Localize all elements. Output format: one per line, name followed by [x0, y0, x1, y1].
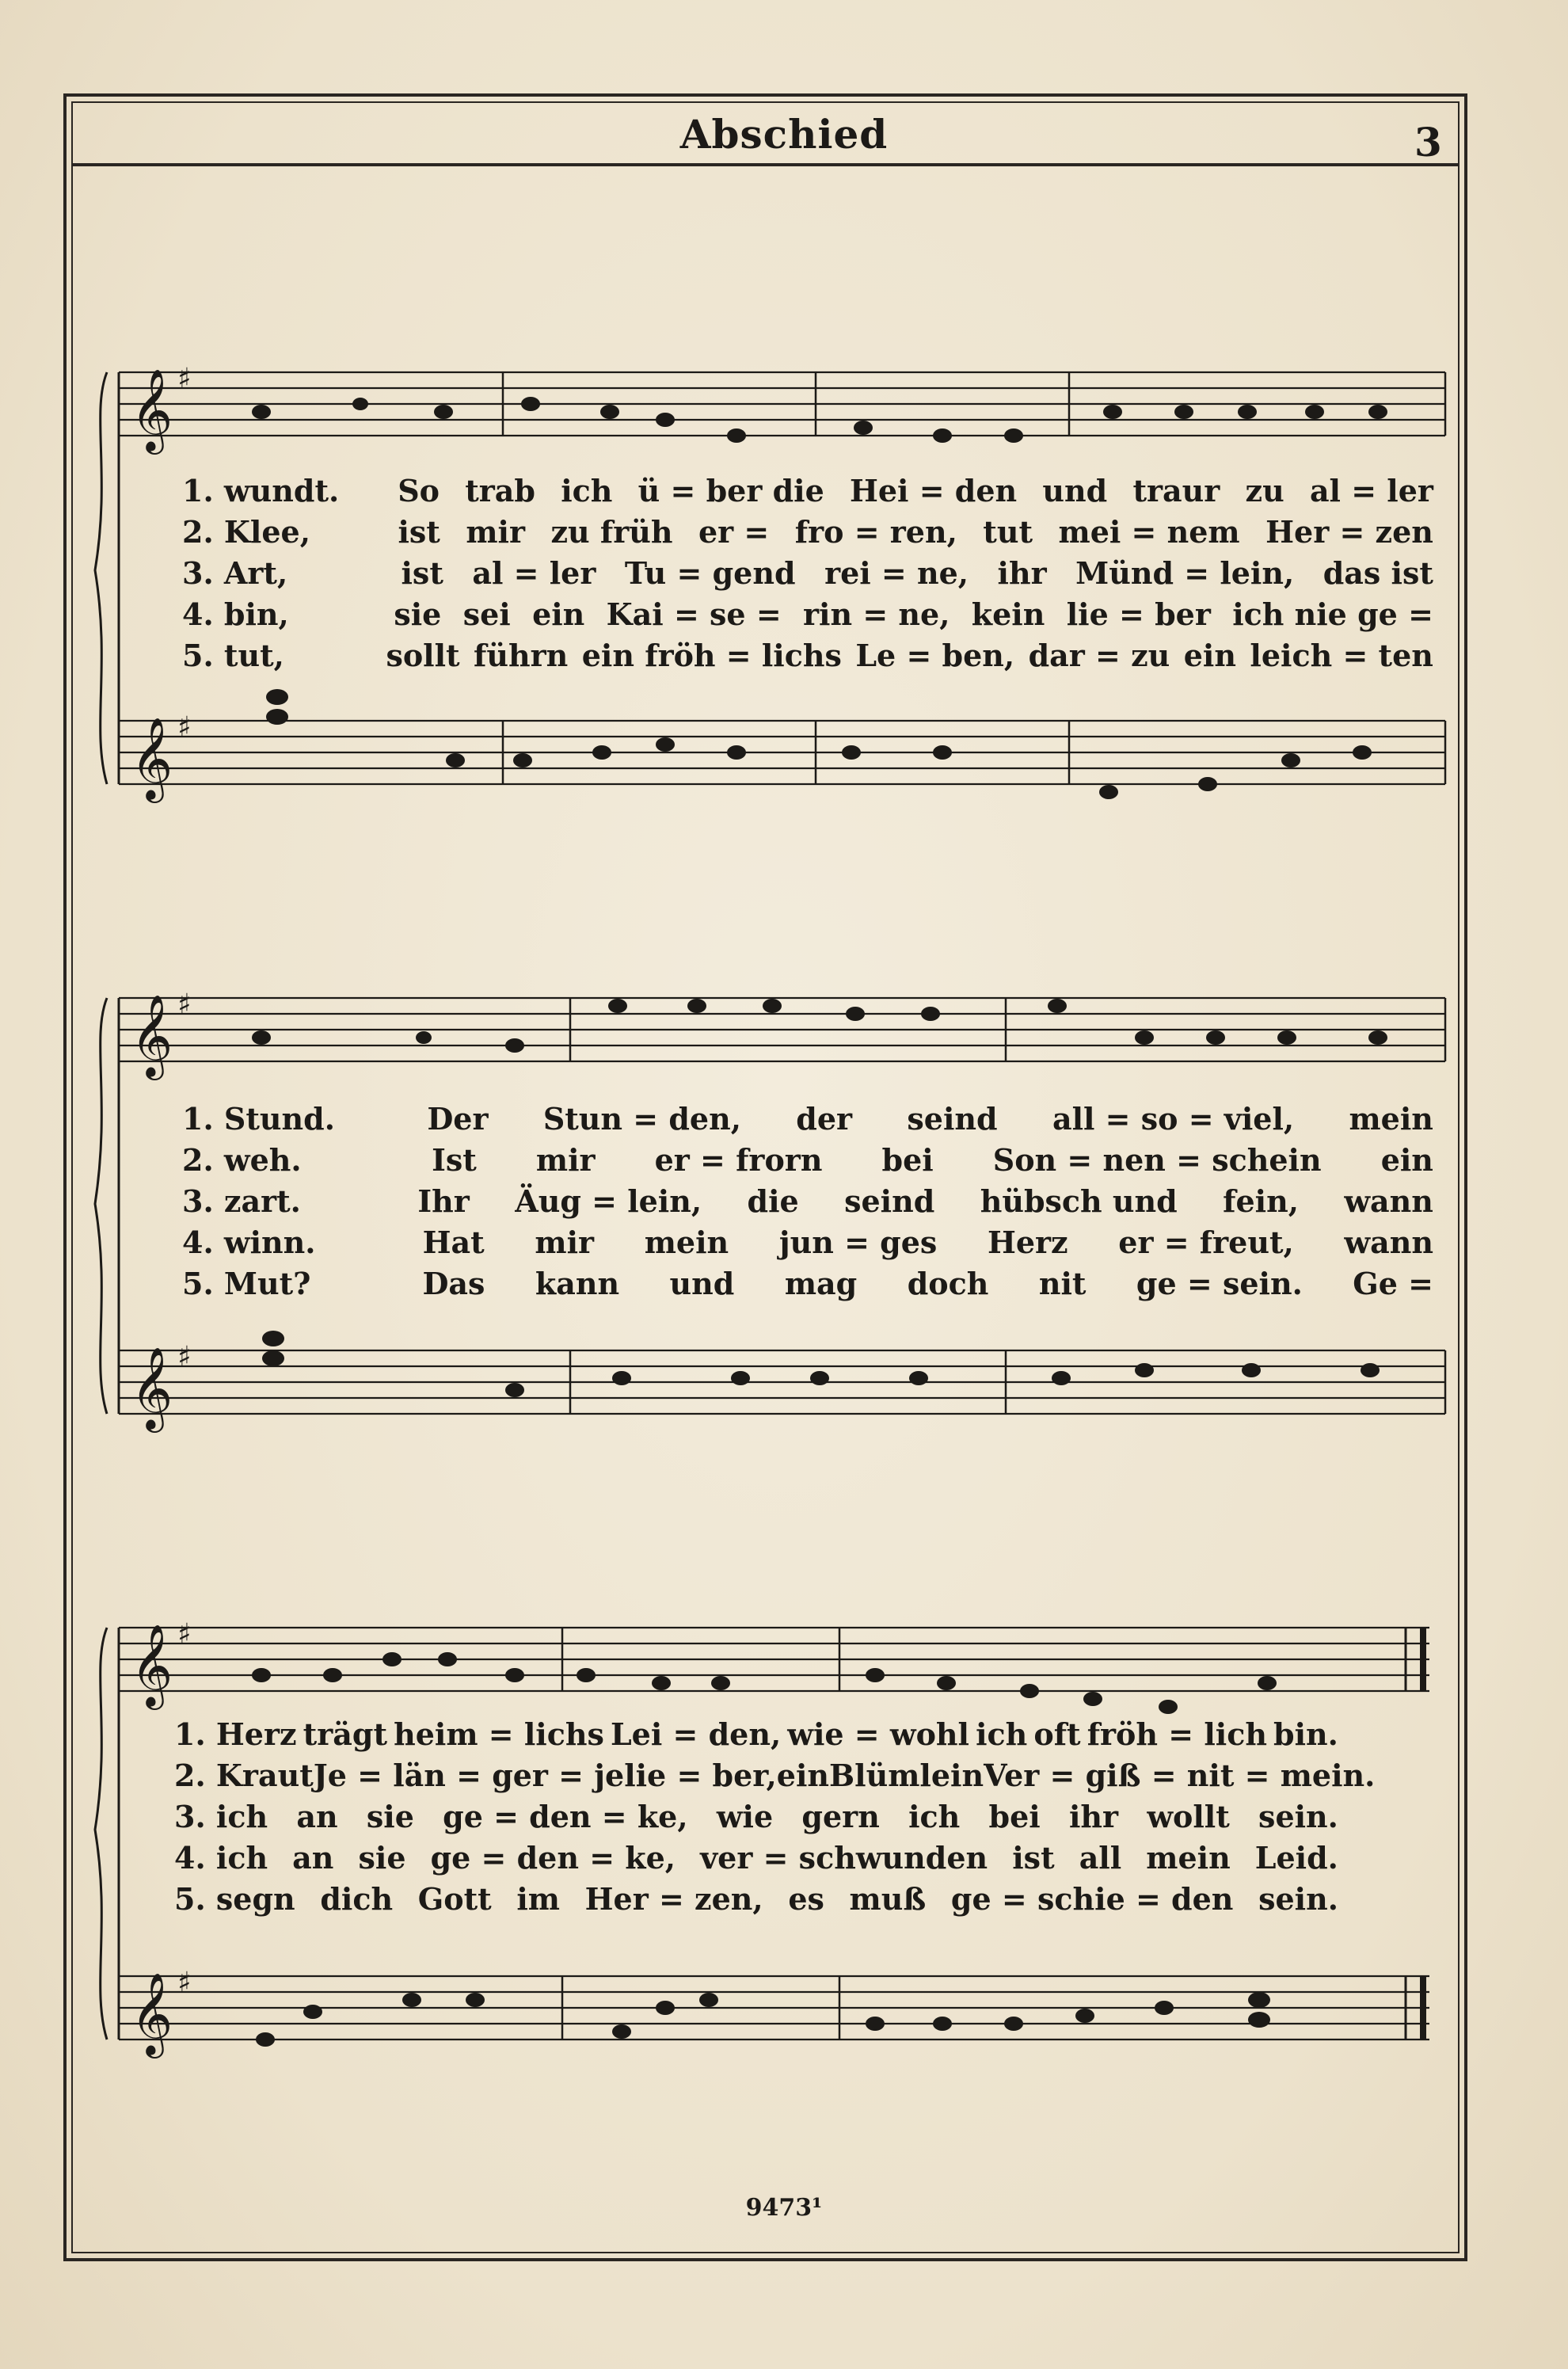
verse-1-line: 1. Herz trägt heim = lichs Lei = den, wie = wohl ich oft fröh = lich bin.: [174, 1716, 1338, 1752]
system-3-voice-staff: [119, 1628, 1429, 1691]
system-3-brace: [95, 1628, 107, 2040]
system-2-brace: [95, 998, 107, 1414]
system-1-piano-staff: [119, 721, 1445, 784]
verse-2-line: 2. Kraut Je = län = ger = je lie = ber, ein Blümlein Ver = giß = nit = mein.: [174, 1758, 1376, 1793]
verse-1-line: 1. wundt. So trab ich ü = ber die Hei = den und traur zu al = ler: [182, 473, 1433, 508]
sharp-icon: ♯: [177, 988, 192, 1021]
verse-4-line: 4. ich an sie ge = den = ke, ver = schwunden ist all mein Leid.: [174, 1840, 1338, 1876]
sharp-icon: ♯: [177, 1341, 192, 1373]
verse-4-line: 4. winn. Hat mir mein jun = ges Herz er = freut, wann: [182, 1224, 1433, 1260]
verse-5-line: 5. Mut? Das kann und mag doch nit ge = sein. Ge =: [182, 1266, 1433, 1301]
sharp-icon: ♯: [177, 711, 192, 744]
treble-clef-icon: 𝄞: [131, 717, 173, 800]
plate-number: 9473¹: [745, 2194, 823, 2222]
treble-clef-icon: 𝄞: [131, 994, 173, 1077]
system-1-brace: [95, 372, 107, 784]
system-1-voice-staff: [119, 372, 1445, 436]
sharp-icon: ♯: [177, 1967, 192, 1999]
sharp-icon: ♯: [177, 1618, 192, 1651]
verse-1-line: 1. Stund. Der Stun = den, der seind all = so = viel, mein: [182, 1101, 1433, 1137]
treble-clef-icon: 𝄞: [131, 368, 173, 451]
sharp-icon: ♯: [177, 363, 192, 395]
verse-3-line: 3. zart. Ihr Äug = lein, die seind hübsch und fein, wann: [182, 1183, 1433, 1219]
system-2-piano-staff: [119, 1350, 1445, 1414]
verse-3-line: 3. Art, ist al = ler Tu = gend rei = ne, ihr Münd = lein, das ist: [182, 555, 1433, 591]
verse-2-line: 2. weh. Ist mir er = frorn bei Son = nen = schein ein: [182, 1142, 1433, 1178]
treble-clef-icon: 𝄞: [131, 1972, 173, 2055]
verse-5-line: 5. segn dich Gott im Her = zen, es muß ge = schie = den sein.: [174, 1881, 1338, 1917]
verse-3-line: 3. ich an sie ge = den = ke, wie gern ich bei ihr wollt sein.: [174, 1799, 1338, 1834]
verse-4-line: 4. bin, sie sei ein Kai = se = rin = ne, kein lie = ber ich nie ge =: [182, 596, 1433, 632]
verse-2-line: 2. Klee, ist mir zu früh er = fro = ren, tut mei = nem Her = zen: [182, 514, 1433, 550]
treble-clef-icon: 𝄞: [131, 1346, 173, 1430]
page-number: 3: [1414, 119, 1442, 166]
system-2-voice-staff: [119, 998, 1445, 1061]
verse-5-line: 5. tut, sollt führn ein fröh = lichs Le = ben, dar = zu ein leich = ten: [182, 638, 1433, 673]
page-title: Abschied: [679, 111, 889, 158]
treble-clef-icon: 𝄞: [131, 1624, 173, 1707]
